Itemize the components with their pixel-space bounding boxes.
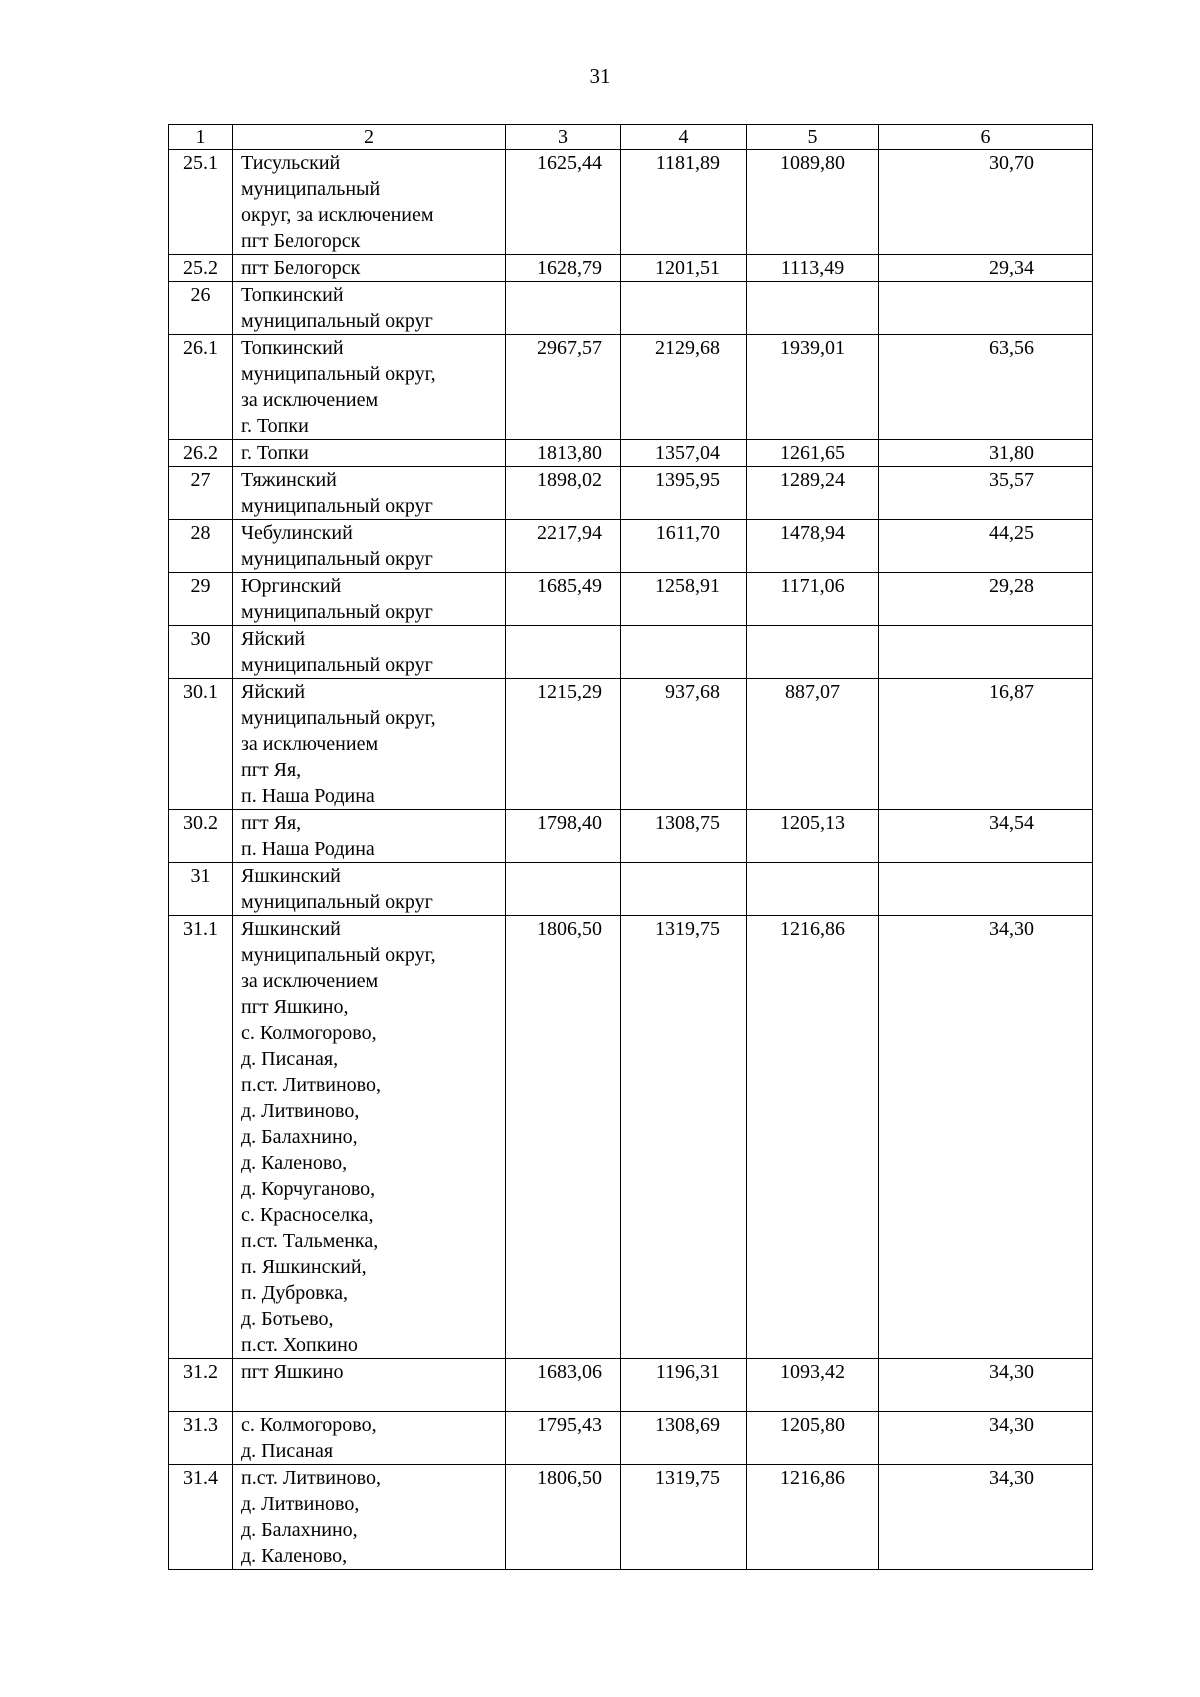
value-col-3: 1806,50 (506, 1465, 621, 1570)
territory-name-line: г. Топки (241, 442, 309, 464)
table-row (169, 916, 1093, 1359)
value-col-5: 1113,49 (747, 255, 879, 282)
value-col-6: 34,30 (879, 1465, 1093, 1570)
header-cell-6: 6 (879, 125, 1093, 150)
territory-name-line: д. Ботьево, (241, 1308, 334, 1330)
value-col-4: 937,68 (621, 679, 747, 810)
territory-name-line: Топкинский (241, 284, 344, 306)
value-col-5 (747, 282, 879, 335)
row-number: 31.2 (169, 1359, 233, 1412)
value-col-6: 31,80 (879, 440, 1093, 467)
territory-name-line: Яшкинский (241, 865, 341, 887)
value-col-3: 2217,94 (506, 520, 621, 573)
territory-name (233, 810, 506, 863)
value-col-3: 1215,29 (506, 679, 621, 810)
territory-name (233, 282, 506, 335)
value-col-6 (879, 863, 1093, 916)
row-number: 28 (169, 520, 233, 573)
territory-name-line: Тяжинский (241, 469, 337, 491)
value-col-5 (747, 626, 879, 679)
value-col-4: 1357,04 (621, 440, 747, 467)
table-row (169, 1465, 1093, 1570)
territory-name-line: с. Колмогорово, (241, 1414, 377, 1436)
value-col-3 (506, 626, 621, 679)
table-header-row (169, 125, 1093, 150)
value-col-5: 1171,06 (747, 573, 879, 626)
row-number: 26.1 (169, 335, 233, 440)
value-col-3 (506, 282, 621, 335)
territory-name-line: пгт Яшкино, (241, 996, 349, 1018)
value-col-5: 1478,94 (747, 520, 879, 573)
value-col-5: 1093,42 (747, 1359, 879, 1412)
value-col-4: 1201,51 (621, 255, 747, 282)
territory-name-line: муниципальный (241, 178, 381, 200)
table-row (169, 626, 1093, 679)
row-number: 25.2 (169, 255, 233, 282)
value-col-3: 1625,44 (506, 150, 621, 255)
value-col-3: 1798,40 (506, 810, 621, 863)
value-col-6: 34,30 (879, 1412, 1093, 1465)
territory-name-line: Топкинский (241, 337, 344, 359)
territory-name-line: Чебулинский (241, 522, 353, 544)
value-col-4: 1611,70 (621, 520, 747, 573)
row-number: 31.3 (169, 1412, 233, 1465)
territory-name-line: д. Литвиново, (241, 1493, 360, 1515)
row-number: 29 (169, 573, 233, 626)
value-col-4 (621, 282, 747, 335)
value-col-3: 1628,79 (506, 255, 621, 282)
territory-name-line: пгт Белогорск (241, 230, 361, 252)
value-col-6: 16,87 (879, 679, 1093, 810)
header-cell-3: 3 (506, 125, 621, 150)
value-col-6 (879, 282, 1093, 335)
table-row (169, 810, 1093, 863)
value-col-5: 1216,86 (747, 1465, 879, 1570)
territory-name-line: пгт Яшкино (241, 1361, 344, 1383)
territory-name (233, 467, 506, 520)
table-row (169, 1359, 1093, 1412)
territory-name-line: муниципальный округ (241, 891, 433, 913)
territory-name-line: муниципальный округ, (241, 944, 436, 966)
table-row (169, 282, 1093, 335)
table-row (169, 150, 1093, 255)
value-col-4: 1319,75 (621, 916, 747, 1359)
territory-name (233, 626, 506, 679)
territory-name (233, 440, 506, 467)
territory-name (233, 916, 506, 1359)
value-col-4 (621, 863, 747, 916)
territory-name-line: Юргинский (241, 575, 342, 597)
table-row (169, 255, 1093, 282)
territory-name-line: пгт Яя, (241, 812, 302, 834)
value-col-4: 1308,69 (621, 1412, 747, 1465)
value-col-4: 1181,89 (621, 150, 747, 255)
territory-name-line: Яйский (241, 681, 306, 703)
value-col-3 (506, 863, 621, 916)
territory-name-line: за исключением (241, 970, 379, 992)
table-row (169, 335, 1093, 440)
row-number: 30 (169, 626, 233, 679)
table-row (169, 520, 1093, 573)
value-col-6: 29,28 (879, 573, 1093, 626)
value-col-5: 1216,86 (747, 916, 879, 1359)
value-col-4: 1308,75 (621, 810, 747, 863)
row-number: 25.1 (169, 150, 233, 255)
territory-name-line: п.ст. Хопкино (241, 1334, 358, 1356)
territory-name-line: п.ст. Литвиново, (241, 1074, 381, 1096)
value-col-4: 1395,95 (621, 467, 747, 520)
territory-name-line: пгт Яя, (241, 759, 302, 781)
territory-name-line: муниципальный округ, (241, 363, 436, 385)
territory-name (233, 573, 506, 626)
row-number: 31.4 (169, 1465, 233, 1570)
header-cell-4: 4 (621, 125, 747, 150)
value-col-5 (747, 863, 879, 916)
territory-name-line: за исключением (241, 733, 379, 755)
value-col-5: 1205,80 (747, 1412, 879, 1465)
row-number: 31 (169, 863, 233, 916)
territory-name-line: д. Балахнино, (241, 1126, 358, 1148)
territory-name (233, 1412, 506, 1465)
territory-name-line: за исключением (241, 389, 379, 411)
header-cell-2: 2 (233, 125, 506, 150)
table-row (169, 573, 1093, 626)
value-col-6: 35,57 (879, 467, 1093, 520)
header-cell-1: 1 (169, 125, 233, 150)
territory-name (233, 255, 506, 282)
value-col-4: 1258,91 (621, 573, 747, 626)
territory-name (233, 679, 506, 810)
territory-name-line (241, 1385, 497, 1411)
territory-name-line: д. Балахнино, (241, 1519, 358, 1541)
territory-name-line: Яшкинский (241, 918, 341, 940)
value-col-5: 1261,65 (747, 440, 879, 467)
territory-name-line: д. Литвиново, (241, 1100, 360, 1122)
value-col-6: 34,54 (879, 810, 1093, 863)
territory-name (233, 520, 506, 573)
value-col-3: 1685,49 (506, 573, 621, 626)
row-number: 26 (169, 282, 233, 335)
territory-name-line: д. Писаная, (241, 1048, 339, 1070)
value-col-3: 1806,50 (506, 916, 621, 1359)
row-number: 31.1 (169, 916, 233, 1359)
table-row (169, 679, 1093, 810)
value-col-3: 2967,57 (506, 335, 621, 440)
value-col-4: 1319,75 (621, 1465, 747, 1570)
row-number: 27 (169, 467, 233, 520)
table-body (169, 125, 1093, 1570)
territory-name (233, 335, 506, 440)
territory-name-line: д. Каленово, (241, 1152, 348, 1174)
territory-name-line: п.ст. Литвиново, (241, 1467, 381, 1489)
territory-name-line: п. Яшкинский, (241, 1256, 367, 1278)
territory-name-line: г. Топки (241, 415, 309, 437)
value-col-6 (879, 626, 1093, 679)
territory-name-line: муниципальный округ, (241, 707, 436, 729)
territory-name-line: с. Колмогорово, (241, 1022, 377, 1044)
table-row (169, 1412, 1093, 1465)
value-col-5: 1939,01 (747, 335, 879, 440)
table-row (169, 440, 1093, 467)
value-col-3: 1795,43 (506, 1412, 621, 1465)
value-col-5: 1089,80 (747, 150, 879, 255)
territory-name-line: п. Дубровка, (241, 1282, 348, 1304)
territory-name-line: п.ст. Тальменка, (241, 1230, 379, 1252)
territory-name-line: Тисульский (241, 152, 341, 174)
value-col-6: 34,30 (879, 916, 1093, 1359)
row-number: 30.1 (169, 679, 233, 810)
value-col-3: 1813,80 (506, 440, 621, 467)
territory-name-line: муниципальный округ (241, 310, 433, 332)
territory-name-line: пгт Белогорск (241, 257, 361, 279)
value-col-5: 887,07 (747, 679, 879, 810)
territory-name-line: муниципальный округ (241, 654, 433, 676)
territory-name-line: Яйский (241, 628, 306, 650)
territory-name-line: муниципальный округ (241, 601, 433, 623)
territory-name-line: округ, за исключением (241, 204, 434, 226)
territory-name-line: муниципальный округ (241, 495, 433, 517)
territory-name (233, 150, 506, 255)
page-number: 31 (589, 64, 611, 88)
value-col-5: 1289,24 (747, 467, 879, 520)
value-col-4 (621, 626, 747, 679)
value-col-3: 1898,02 (506, 467, 621, 520)
value-col-6: 63,56 (879, 335, 1093, 440)
territory-name (233, 1359, 506, 1412)
value-col-6: 44,25 (879, 520, 1093, 573)
territory-name-line: п. Наша Родина (241, 785, 375, 807)
table-row (169, 467, 1093, 520)
territory-name-line: д. Писаная (241, 1440, 334, 1462)
value-col-6: 30,70 (879, 150, 1093, 255)
value-col-6: 29,34 (879, 255, 1093, 282)
value-col-3: 1683,06 (506, 1359, 621, 1412)
territory-name-line: д. Корчуганово, (241, 1178, 376, 1200)
row-number: 26.2 (169, 440, 233, 467)
territory-name (233, 863, 506, 916)
value-col-6: 34,30 (879, 1359, 1093, 1412)
table-row (169, 863, 1093, 916)
territory-name-line: муниципальный округ (241, 548, 433, 570)
tariff-table (168, 124, 1093, 1570)
territory-name-line: п. Наша Родина (241, 838, 375, 860)
value-col-4: 1196,31 (621, 1359, 747, 1412)
territory-name-line: д. Каленово, (241, 1545, 348, 1567)
territory-name-line: с. Красноселка, (241, 1204, 374, 1226)
row-number: 30.2 (169, 810, 233, 863)
header-cell-5: 5 (747, 125, 879, 150)
value-col-5: 1205,13 (747, 810, 879, 863)
value-col-4: 2129,68 (621, 335, 747, 440)
territory-name (233, 1465, 506, 1570)
